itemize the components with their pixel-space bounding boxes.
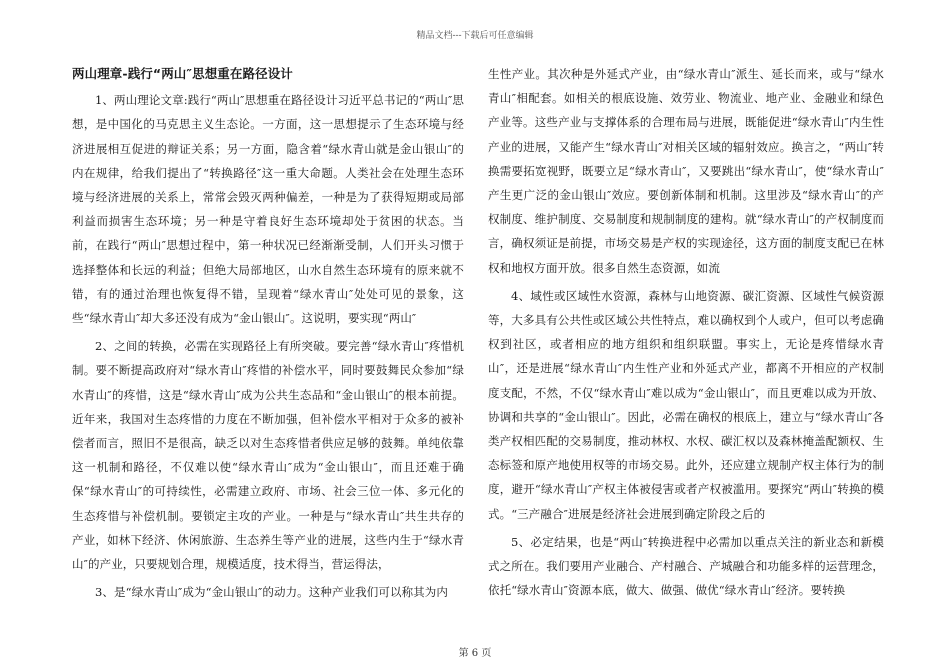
- paragraph-3: 3、是“绿水青山″成为“金山银山″的动力。这种产业我们可以称其为内: [95, 585, 448, 600]
- right-column: [488, 62, 884, 606]
- paragraph-4: 4、域性或区域性水资源，森林与山地资源、碳汇资源、区域性气候资源等，大多具有公共性或区域公共性特点，难以确权到个人或户，但可以考虑确权到社区，或者相应的地方组织和组织联盟。事实上，无论是疼惜绿水青山″，还是进展“绿水青山″内生性产业和外延式产业，都离不开相应的产权制度支配，不然，不仅“绿水青山″难以成为“金山银山″，而且更难以成为开放、协调和共享的“金山银山″。因此，必需在确权的根底上，建立与“绿水青山″各类产权相匹配的交易制度，推动林权、水权、碳汇权以及森林掩盖配额权、生态标签和原产地使用权等的市场交易。此外，还应建立规制产权主体行为的制度，避开“绿水青山″产权主体被侵害或者产权被滥用。要探究“两山″转换的模式。“三产融合″进展是经济社会进展到确定阶段之后的: [488, 288, 884, 521]
- paragraph-2: 2、之间的转换，必需在实现路径上有所突破。要完善“绿水青山″疼惜机制。要不断提高政府对“绿水青山″疼惜的补偿水平，同时要鼓舞民众参加“绿水青山″的疼惜，这是“绿水青山″成为公共生态品和“金山银山″的根本前提。近年来，我国对生态疼惜的力度在不断加强，但补偿水平相对于众多的被补偿者而言，照旧不是很高，缺乏以对生态疼惜者供应足够的鼓舞。单纯依靠这一机制和路径，不仅难以使“绿水青山″成为“金山银山″，而且还难于确保“绿水青山″的可持续性，必需建立政府、市场、社会三位一体、多元化的生态疼惜与补偿机制。要锁定主攻的产业。一种是与“绿水青山″共生共存的产业，如林下经济、休闲旅游、生态养生等产业的进展，这些内生于“绿水青山″的产业，只要规划合理，规模适度，技术得当，营运得法，: [72, 339, 464, 572]
- page-header: 精品文档---下载后可任意编辑: [416, 31, 534, 41]
- left-column: [72, 62, 464, 608]
- article-title: 两山理章-践行“两山″思想重在路径设计: [72, 66, 293, 81]
- paragraph-3-continued: 生性产业。其次种是外延式产业，由“绿水青山″派生、延长而来，或与“绿水青山″相配套。如相关的根底设施、效劳业、物流业、地产业、金融业和绿色产业等。这些产业与支撑体系的合理布局与进展，既能促进“绿水青山″内生性产业的进展，又能产生“绿水青山″对相关区域的辐射效应。换言之，“两山″转换需要拓宽视野，既要立足“绿水青山″，又要跳出“绿水青山″，使“绿水青山″产生更广泛的金山银山″效应。要创新体制和机制。这里涉及“绿水青山″的产权制度、维护制度、交易制度和规制制度的建构。就“绿水青山″的产权制度而言，确权须证是前提，市场交易是产权的实现途径，这方面的制度支配已在林权和地权方面开放。很多自然生态资源，如流: [488, 67, 884, 275]
- page-number: 第 6 页: [458, 648, 492, 659]
- paragraph-5: 5、必定结果，也是“两山″转换进程中必需加以重点关注的新业态和新模式之所在。我们要用产业融合、产村融合、产城融合和功能多样的运营理念，依托“绿水青山″资源本底，做大、做强、做优“绿水青山″经济。要转换: [488, 534, 884, 598]
- paragraph-1: 1、两山理论文章:践行“两山″思想重在路径设计习近平总书记的“两山″思想，是中国化的马克思主义生态论。一方面，这一思想提示了生态环境与经济进展相互促进的辩证关系；另一方面，隐含着“绿水青山就是金山银山″的内在规律，给我们提出了“转换路径″这一重大命题。人类社会在处理生态环境与经济进展的关系上，常常会毁灭两种偏差，一种是为了获得短期或局部利益而损害生态环境；另一种是守着良好生态环境却处于贫困的状态。当前，在践行“两山″思想过程中，第一种状况已经渐渐受制，人们开头习惯于选择整体和长远的利益；但绝大局部地区，山水自然生态环境有的原来就不错，有的通过治理也恢复得不错，呈现着“绿水青山″处处可见的景象，这些“绿水青山″却大多还没有成为“金山银山″。这说明，要实现“两山″: [72, 93, 464, 326]
